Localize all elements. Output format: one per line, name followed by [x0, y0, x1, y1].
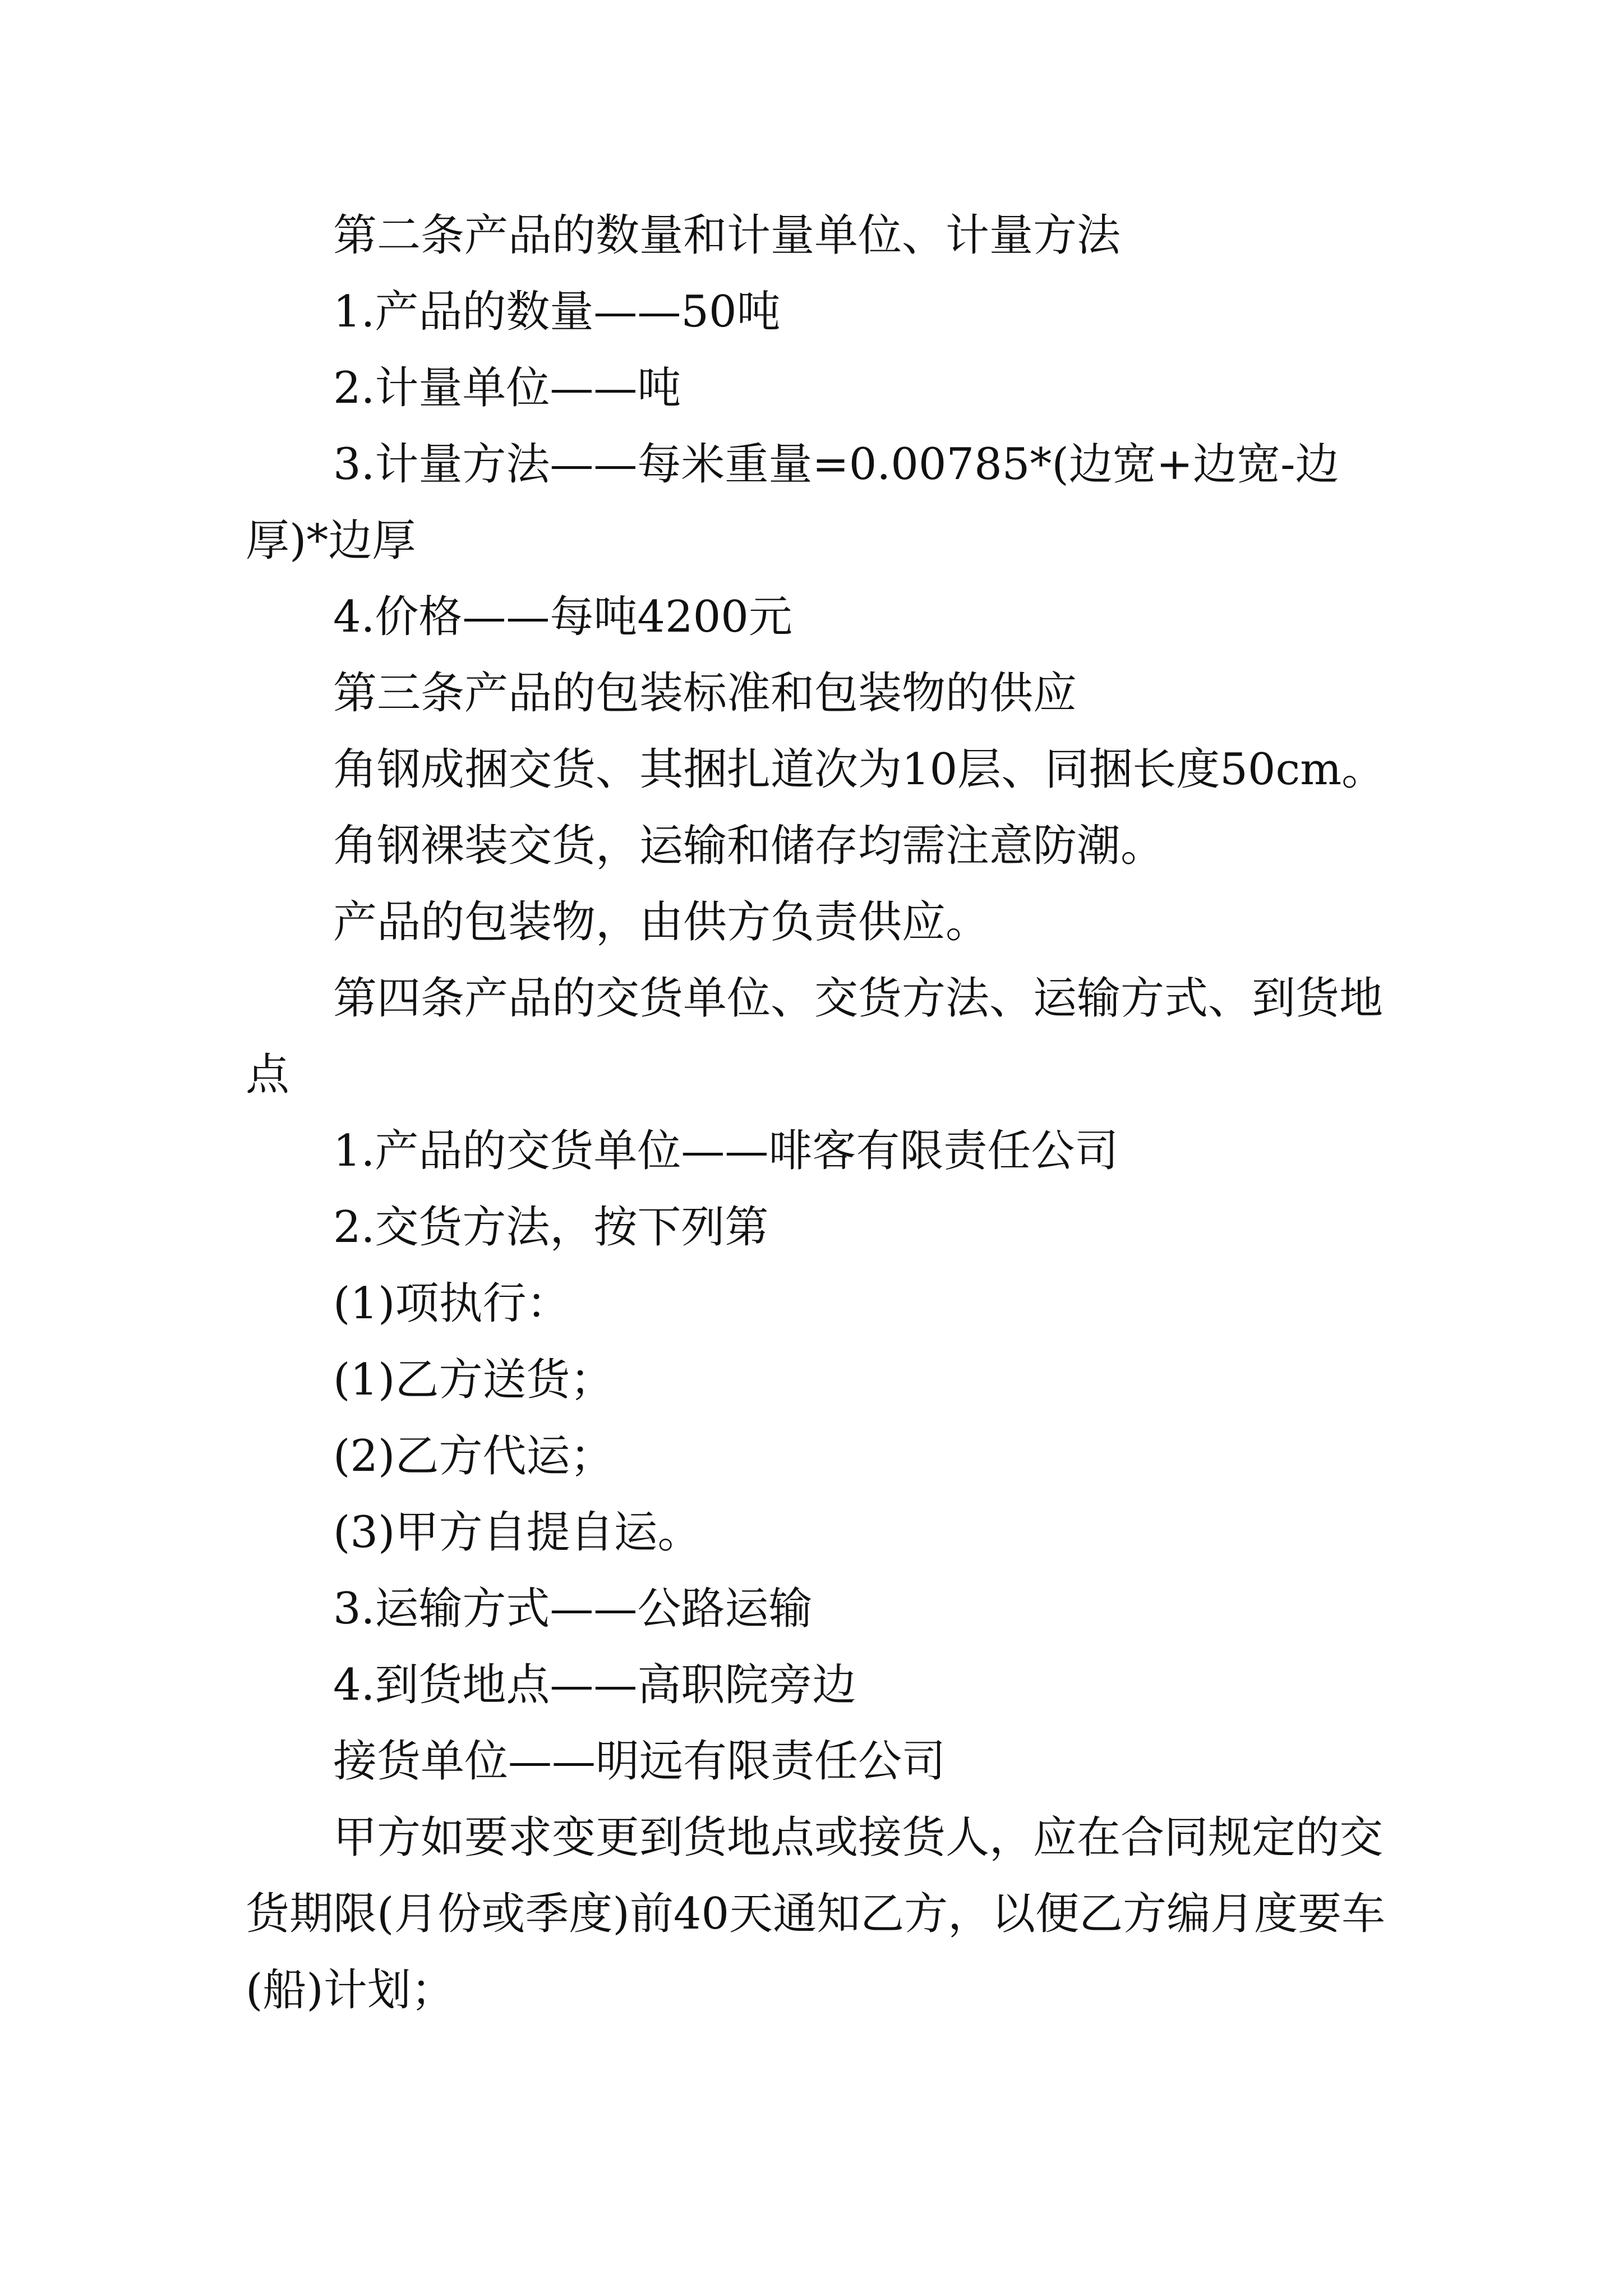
option-executed-line: (1)项执行： [333, 1278, 570, 1329]
document-body [246, 197, 1387, 2028]
article-2-heading: 第二条产品的数量和计量单位、计量方法 [333, 210, 1121, 261]
change-notice-paragraph: 甲方如要求变更到货地点或接货人，应在合同规定的交货期限(月份或季度)前40天通知乙方，以便乙方编月度要车(船)计划； [246, 1812, 1386, 2016]
price-line: 4.价格——每吨4200元 [333, 592, 792, 642]
delivery-unit-line: 1.产品的交货单位——啡客有限责任公司 [333, 1126, 1119, 1176]
option-2-line: (2)乙方代运； [333, 1431, 614, 1481]
article-4-heading: 第四条产品的交货单位、交货方法、运输方式、到货地点 [246, 973, 1384, 1100]
method-line: 3.计量方法——每米重量=0.00785*(边宽+边宽-边厚)*边厚 [246, 439, 1339, 566]
option-1-line: (1)乙方送货； [333, 1355, 614, 1405]
destination-line: 4.到货地点——高职院旁边 [333, 1660, 856, 1710]
packaging-supply-line: 产品的包装物，由供方负责供应。 [333, 897, 990, 947]
transport-line: 3.运输方式——公路运输 [333, 1584, 813, 1634]
unit-line: 2.计量单位——吨 [333, 363, 681, 413]
quantity-line: 1.产品的数量——50吨 [333, 287, 781, 337]
option-3-line: (3)甲方自提自运。 [333, 1507, 702, 1558]
bare-delivery-line: 角钢裸装交货，运输和储存均需注意防潮。 [333, 821, 1165, 871]
article-3-heading: 第三条产品的包装标准和包装物的供应 [333, 668, 1077, 719]
receiver-line: 接货单位——明远有限责任公司 [333, 1736, 946, 1787]
bundle-line: 角钢成捆交货、其捆扎道次为10层、同捆长度50cm。 [333, 744, 1386, 795]
delivery-method-line: 2.交货方法，按下列第 [333, 1202, 769, 1253]
